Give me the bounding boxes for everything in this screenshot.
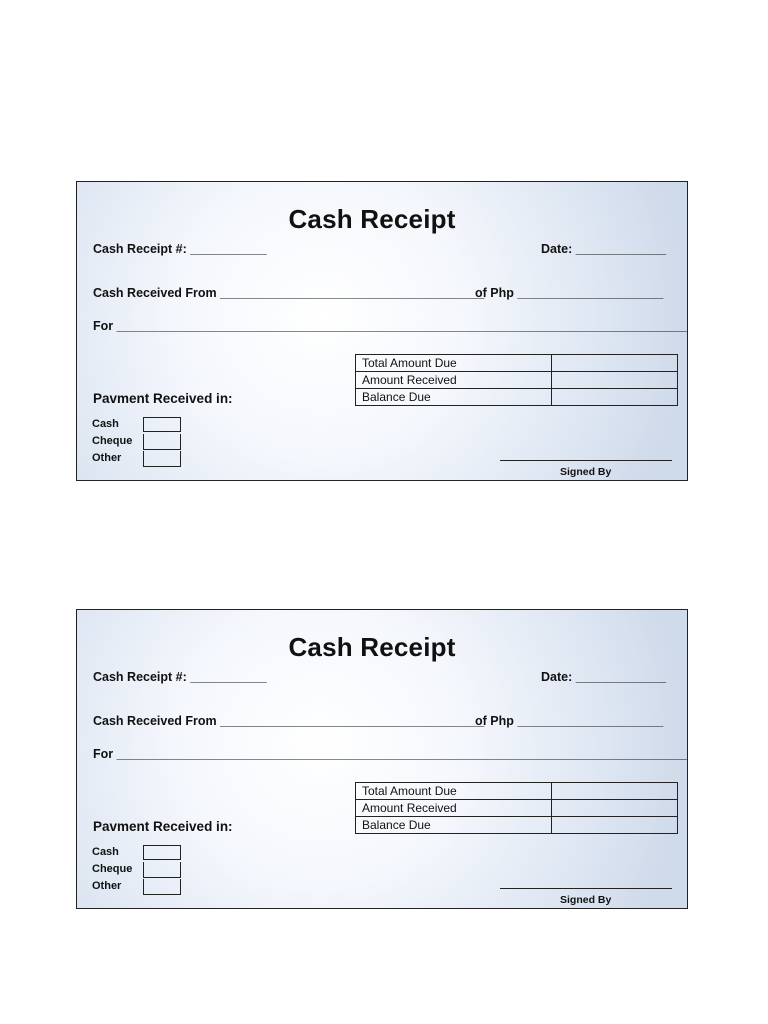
payment-method-label: Cash bbox=[92, 846, 119, 858]
amount-summary-table bbox=[355, 782, 678, 834]
date-field[interactable]: Date: _____________ bbox=[541, 670, 667, 684]
amount-summary-table bbox=[355, 354, 678, 406]
payment-method-other bbox=[92, 451, 184, 468]
other-checkbox[interactable] bbox=[143, 879, 181, 895]
amount-received-label: Amount Received bbox=[356, 372, 552, 389]
table-row bbox=[356, 389, 678, 406]
date-field[interactable]: Date: _____________ bbox=[541, 242, 667, 256]
receipt-number-field[interactable]: Cash Receipt #: ___________ bbox=[93, 242, 267, 256]
received-from-field[interactable]: Cash Received From ______________________________________ bbox=[93, 286, 485, 300]
payment-method-other bbox=[92, 879, 184, 896]
total-amount-due-label: Total Amount Due bbox=[356, 355, 552, 372]
payment-method-label: Cheque bbox=[92, 863, 133, 875]
payment-method-cheque bbox=[92, 862, 184, 879]
payment-method-label: Other bbox=[92, 880, 122, 892]
amount-php-field[interactable]: of Php _____________________ bbox=[475, 286, 664, 300]
payment-method-cash bbox=[92, 845, 184, 862]
total-amount-due-label: Total Amount Due bbox=[356, 783, 552, 800]
payment-heading: Pavment Received in: bbox=[93, 391, 233, 406]
other-checkbox[interactable] bbox=[143, 451, 181, 467]
cash-receipt-form-1 bbox=[76, 181, 688, 481]
cash-checkbox[interactable] bbox=[143, 845, 181, 860]
amount-received-value[interactable] bbox=[552, 372, 678, 389]
amount-php-field[interactable]: of Php _____________________ bbox=[475, 714, 664, 728]
signature-line[interactable] bbox=[500, 888, 672, 889]
signed-by-label: Signed By bbox=[560, 466, 612, 478]
cheque-checkbox[interactable] bbox=[143, 434, 181, 450]
purpose-field[interactable]: For __________________________________________________________________________________ bbox=[93, 747, 687, 761]
table-row bbox=[356, 355, 678, 372]
table-row bbox=[356, 783, 678, 800]
balance-due-label: Balance Due bbox=[356, 389, 552, 406]
payment-method-label: Cheque bbox=[92, 435, 133, 447]
amount-received-value[interactable] bbox=[552, 800, 678, 817]
receipt-title: Cash Receipt bbox=[288, 204, 456, 234]
received-from-field[interactable]: Cash Received From ______________________________________ bbox=[93, 714, 485, 728]
cash-receipt-form-2 bbox=[76, 609, 688, 909]
payment-method-cheque bbox=[92, 434, 184, 451]
signature-line[interactable] bbox=[500, 460, 672, 461]
amount-received-label: Amount Received bbox=[356, 800, 552, 817]
payment-method-label: Other bbox=[92, 452, 122, 464]
total-amount-due-value[interactable] bbox=[552, 355, 678, 372]
table-row bbox=[356, 800, 678, 817]
cash-checkbox[interactable] bbox=[143, 417, 181, 432]
cheque-checkbox[interactable] bbox=[143, 862, 181, 878]
table-row bbox=[356, 372, 678, 389]
balance-due-value[interactable] bbox=[552, 389, 678, 406]
balance-due-value[interactable] bbox=[552, 817, 678, 834]
payment-method-list bbox=[92, 417, 184, 468]
payment-method-label: Cash bbox=[92, 418, 119, 430]
receipt-title: Cash Receipt bbox=[288, 632, 456, 662]
payment-heading: Pavment Received in: bbox=[93, 819, 233, 834]
balance-due-label: Balance Due bbox=[356, 817, 552, 834]
purpose-field[interactable]: For __________________________________________________________________________________ bbox=[93, 319, 687, 333]
signed-by-label: Signed By bbox=[560, 894, 612, 906]
receipt-number-field[interactable]: Cash Receipt #: ___________ bbox=[93, 670, 267, 684]
payment-method-cash bbox=[92, 417, 184, 434]
payment-method-list bbox=[92, 845, 184, 896]
total-amount-due-value[interactable] bbox=[552, 783, 678, 800]
table-row bbox=[356, 817, 678, 834]
